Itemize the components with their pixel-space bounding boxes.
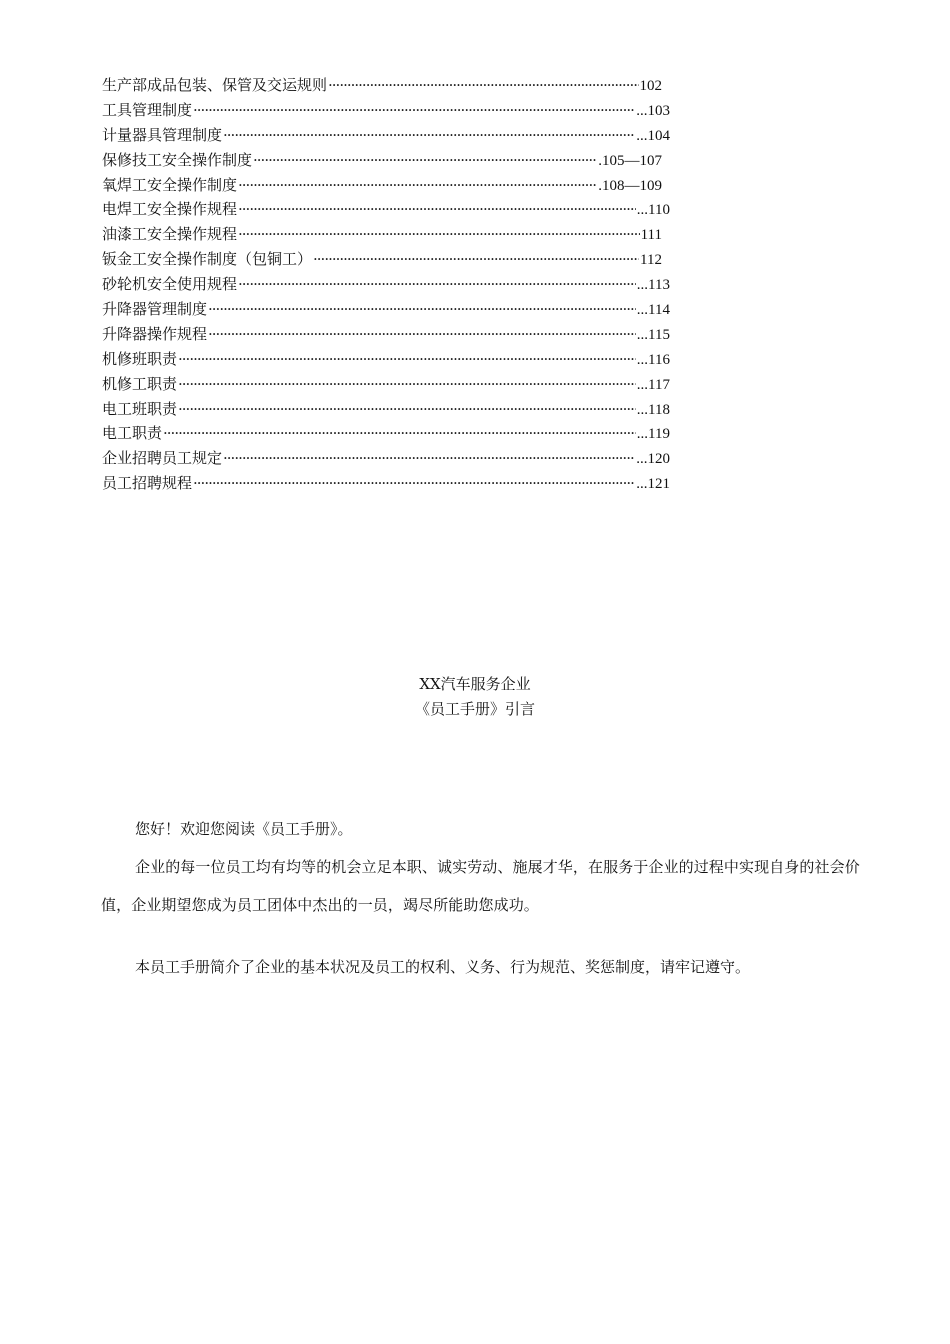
toc-entry[interactable] (102, 73, 662, 98)
toc-leader-dots (178, 347, 636, 372)
toc-entry[interactable] (102, 247, 662, 272)
toc-entry-title: 电工职责 (102, 424, 163, 443)
toc-entry-title: 电工班职责 (102, 399, 178, 418)
toc-entry[interactable] (102, 123, 670, 148)
toc-entry-title: 生产部成品包装、保管及交运规则 (102, 76, 328, 94)
toc-entry-page: .108—109 (598, 177, 662, 194)
toc-entry-title: 升降器管理制度 (102, 300, 208, 319)
toc-leader-dots (208, 322, 636, 347)
toc-leader-dots (223, 446, 635, 471)
toc-entry[interactable] (102, 272, 670, 297)
toc-entry-page: ...104 (636, 127, 670, 144)
toc-entry-page: ...118 (636, 401, 670, 418)
toc-entry-title: 机修班职责 (102, 349, 178, 368)
toc-entry-title: 升降器操作规程 (102, 324, 208, 343)
toc-entry-title: 企业招聘员工规定 (102, 449, 223, 468)
toc-leader-dots (313, 247, 639, 272)
toc-leader-dots (223, 123, 635, 148)
toc-leader-dots (163, 421, 636, 446)
toc-entry[interactable] (102, 421, 670, 446)
toc-entry-page: ...120 (636, 451, 670, 468)
toc-entry-title: 电焊工安全操作规程 (102, 200, 238, 219)
toc-entry-page: 112 (640, 252, 662, 269)
toc-entry[interactable] (102, 98, 670, 123)
toc-entry[interactable] (102, 148, 662, 173)
table-of-contents (102, 73, 702, 496)
toc-entry-title: 机修工职责 (102, 374, 178, 393)
intro-paragraph-summary: 本员工手册简介了企业的基本状况及员工的权利、义务、行为规范、奖惩制度，请牢记遵守。 (135, 958, 751, 976)
toc-leader-dots (208, 297, 636, 322)
toc-entry-title: 砂轮机安全使用规程 (102, 275, 238, 294)
intro-paragraph-greeting: 您好！欢迎您阅读《员工手册》。 (135, 820, 353, 838)
toc-entry-title: 氧焊工安全操作制度 (102, 175, 238, 194)
toc-entry-title: 员工招聘规程 (102, 474, 193, 493)
toc-leader-dots (328, 73, 638, 98)
toc-entry[interactable] (102, 197, 670, 222)
toc-entry-page: ...115 (636, 326, 670, 343)
toc-entry-title: 钣金工安全操作制度（包铜工） (102, 250, 313, 269)
toc-leader-dots (253, 148, 597, 173)
toc-entry[interactable] (102, 297, 670, 322)
toc-entry[interactable] (102, 397, 670, 422)
toc-leader-dots (178, 372, 636, 397)
toc-entry[interactable] (102, 173, 662, 198)
toc-entry-page: ...116 (636, 351, 670, 368)
toc-entry-title: 保修技工安全操作制度 (102, 150, 253, 169)
toc-entry[interactable] (102, 222, 662, 247)
toc-entry[interactable] (102, 372, 670, 397)
toc-leader-dots (193, 98, 635, 123)
toc-entry-page: ...103 (636, 102, 670, 119)
company-name-heading: XX汽车服务企业 (419, 675, 531, 693)
toc-leader-dots (238, 272, 636, 297)
toc-leader-dots (238, 197, 636, 222)
toc-entry[interactable] (102, 446, 670, 471)
toc-leader-dots (193, 471, 635, 496)
toc-entry-page: ...119 (636, 426, 670, 443)
toc-entry-page: ...121 (636, 476, 670, 493)
toc-entry[interactable] (102, 322, 670, 347)
toc-entry-page: ...114 (636, 302, 670, 319)
toc-entry-title: 油漆工安全操作规程 (102, 225, 238, 244)
toc-entry-page: ...110 (636, 202, 670, 219)
toc-leader-dots (238, 173, 597, 198)
toc-entry-title: 工具管理制度 (102, 100, 193, 119)
toc-entry[interactable] (102, 471, 670, 496)
toc-entry[interactable] (102, 347, 670, 372)
toc-entry-title: 计量器具管理制度 (102, 125, 223, 144)
toc-leader-dots (238, 222, 640, 247)
toc-entry-page: 111 (640, 227, 662, 244)
intro-paragraph-opportunity: 企业的每一位员工均有均等的机会立足本职、诚实劳动、施展才华，在服务于企业的过程中实现自身的社会价值，企业期望您成为员工团体中杰出的一员，竭尽所能助您成功。 (101, 858, 860, 914)
handbook-introduction-title: 《员工手册》引言 (414, 700, 535, 718)
toc-entry-page: ...117 (636, 376, 670, 393)
toc-leader-dots (178, 397, 636, 422)
toc-entry-page: ...113 (636, 277, 670, 294)
toc-entry-page: 102 (639, 78, 662, 94)
toc-entry-page: .105—107 (598, 152, 662, 169)
